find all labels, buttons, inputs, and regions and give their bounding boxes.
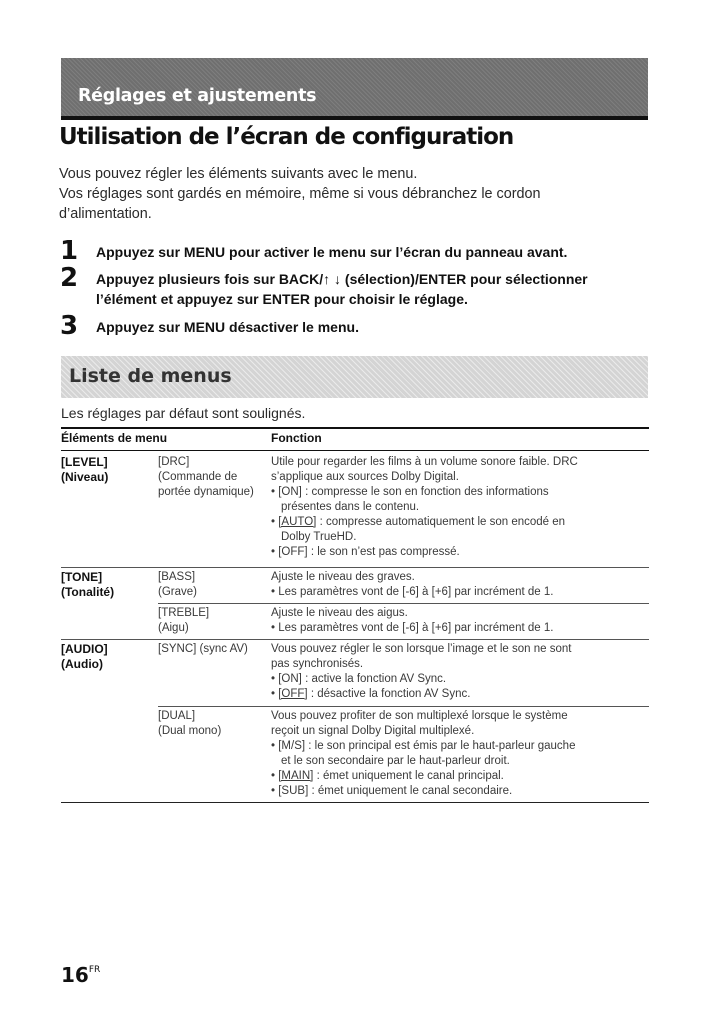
category-name-fr: (Audio) — [61, 657, 103, 671]
page-number-value: 16 — [61, 963, 89, 987]
intro-line: d’alimentation. — [59, 206, 152, 222]
page-language-code: FR — [88, 965, 101, 975]
step-text-line: Appuyez plusieurs fois sur BACK/↑ ↓ (sélection)/ENTER pour sélectionner — [96, 271, 588, 287]
banner-rule — [61, 116, 648, 120]
table-row-audio-dual — [61, 707, 649, 803]
category-name-fr: (Tonalité) — [61, 585, 115, 599]
function-line: Utile pour regarder les films à un volume sonore faible. DRC — [271, 456, 578, 468]
bullet-option: • [M/S] : le son principal est émis par le haut-parleur gauche — [271, 740, 576, 752]
item-name: [BASS] — [158, 571, 196, 583]
step-number: 2 — [60, 263, 79, 293]
function-line: Vous pouvez profiter de son multiplexé lorsque le système — [271, 710, 568, 722]
function-text — [271, 709, 649, 799]
section-banner — [61, 58, 648, 116]
category-label — [61, 570, 114, 600]
table-row-level-drc — [61, 453, 649, 568]
bullet-text: : désactive la fonction AV Sync. — [307, 688, 471, 700]
category-label — [61, 642, 108, 672]
bullet-text-cont: et le son secondaire par le haut-parleur droit. — [281, 755, 510, 767]
function-text — [271, 570, 649, 600]
bullet-text-cont: présentes dans le contenu. — [281, 501, 420, 513]
function-line: Ajuste le niveau des graves. — [271, 571, 415, 583]
item-label — [158, 606, 209, 636]
item-desc-line: (Grave) — [158, 586, 197, 598]
bullet-option: • Les paramètres vont de [-6] à [+6] par incrément de 1. — [271, 586, 554, 598]
bullet-text: Les paramètres vont de [-6] à [+6] par incrément de 1. — [278, 622, 554, 634]
bullet-text: Les paramètres vont de [-6] à [+6] par incrément de 1. — [278, 586, 554, 598]
table-row-audio-sync — [61, 640, 649, 707]
step-text: Appuyez sur MENU désactiver le menu. — [96, 319, 359, 335]
category-label — [61, 455, 108, 485]
page-number — [61, 963, 100, 987]
menu-list-heading-bar — [61, 356, 648, 398]
bullet-text: : émet uniquement le canal principal. — [313, 770, 504, 782]
item-desc-line: portée dynamique) — [158, 486, 254, 498]
item-label — [158, 642, 248, 657]
function-line: s’applique aux sources Dolby Digital. — [271, 471, 459, 483]
item-name: [DUAL] — [158, 710, 196, 722]
item-desc-line: (Aigu) — [158, 622, 189, 634]
bullet-text: [ON] : compresse le son en fonction des informations — [278, 486, 549, 498]
bullet-text: [SUB] : émet uniquement le canal secondaire. — [278, 785, 513, 797]
function-line: Ajuste le niveau des aigus. — [271, 607, 408, 619]
function-text — [271, 642, 649, 702]
bullet-option: • [SUB] : émet uniquement le canal secondaire. — [271, 785, 513, 797]
column-header-items: Éléments de menu — [61, 431, 168, 445]
function-text — [271, 606, 649, 636]
bullet-text: : compresse automatiquement le son encodé en — [316, 516, 566, 528]
bullet-option: • Les paramètres vont de [-6] à [+6] par incrément de 1. — [271, 622, 554, 634]
category-name: [AUDIO] — [61, 642, 108, 656]
bullet-option: • [ON] : active la fonction AV Sync. — [271, 673, 447, 685]
step-text-line: l’élément et appuyez sur ENTER pour choisir le réglage. — [96, 291, 468, 307]
function-line: Vous pouvez régler le son lorsque l’image et le son ne sont — [271, 643, 572, 655]
item-name: [DRC] — [158, 456, 190, 468]
section-banner-title: Réglages et ajustements — [78, 86, 317, 106]
category-name: [TONE] — [61, 570, 103, 584]
bullet-text: [OFF] : le son n’est pas compressé. — [278, 546, 460, 558]
default-option: [OFF] — [278, 688, 308, 700]
category-name-fr: (Niveau) — [61, 470, 109, 484]
step-text: Appuyez sur MENU pour activer le menu sur l’écran du panneau avant. — [96, 244, 568, 260]
bullet-text: [M/S] : le son principal est émis par le haut-parleur gauche — [278, 740, 576, 752]
table-row-tone-bass — [61, 568, 649, 604]
column-header-function: Fonction — [271, 431, 322, 445]
bullet-option: • [ON] : compresse le son en fonction des informations — [271, 486, 549, 498]
step-number: 1 — [60, 236, 79, 266]
table-top-rule — [61, 427, 649, 429]
bullet-text-cont: Dolby TrueHD. — [281, 531, 357, 543]
intro-paragraph — [59, 164, 649, 224]
item-desc-line: (Dual mono) — [158, 725, 222, 737]
menu-list-heading: Liste de menus — [69, 365, 232, 387]
bullet-option: • [AUTO] : compresse automatiquement le son encodé en — [271, 516, 566, 528]
intro-line: Vous pouvez régler les éléments suivants avec le menu. — [59, 166, 418, 182]
step-text — [96, 269, 588, 309]
item-label — [158, 570, 197, 600]
step-number: 3 — [60, 311, 79, 341]
item-label — [158, 709, 221, 739]
item-desc-line: (Commande de — [158, 471, 238, 483]
item-label — [158, 455, 254, 500]
item-name: [TREBLE] — [158, 607, 210, 619]
category-name: [LEVEL] — [61, 455, 108, 469]
default-option: [MAIN] — [278, 770, 314, 782]
page-title: Utilisation de l’écran de configuration — [59, 124, 514, 150]
bullet-option: • [OFF] : désactive la fonction AV Sync. — [271, 688, 471, 700]
function-line: pas synchronisés. — [271, 658, 364, 670]
defaults-note: Les réglages par défaut sont soulignés. — [61, 405, 306, 421]
function-line: reçoit un signal Dolby Digital multiplexé. — [271, 725, 475, 737]
table-bottom-rule — [61, 802, 649, 803]
bullet-option: • [MAIN] : émet uniquement le canal principal. — [271, 770, 504, 782]
table-row-tone-treble — [61, 604, 649, 640]
function-text — [271, 455, 649, 560]
intro-line: Vos réglages sont gardés en mémoire, même si vous débranchez le cordon — [59, 186, 541, 202]
bullet-text: [ON] : active la fonction AV Sync. — [278, 673, 447, 685]
default-option: [AUTO] — [278, 516, 317, 528]
table-header-rule — [61, 450, 649, 451]
bullet-option: • [OFF] : le son n’est pas compressé. — [271, 546, 460, 558]
item-name: [SYNC] (sync AV) — [158, 643, 248, 655]
